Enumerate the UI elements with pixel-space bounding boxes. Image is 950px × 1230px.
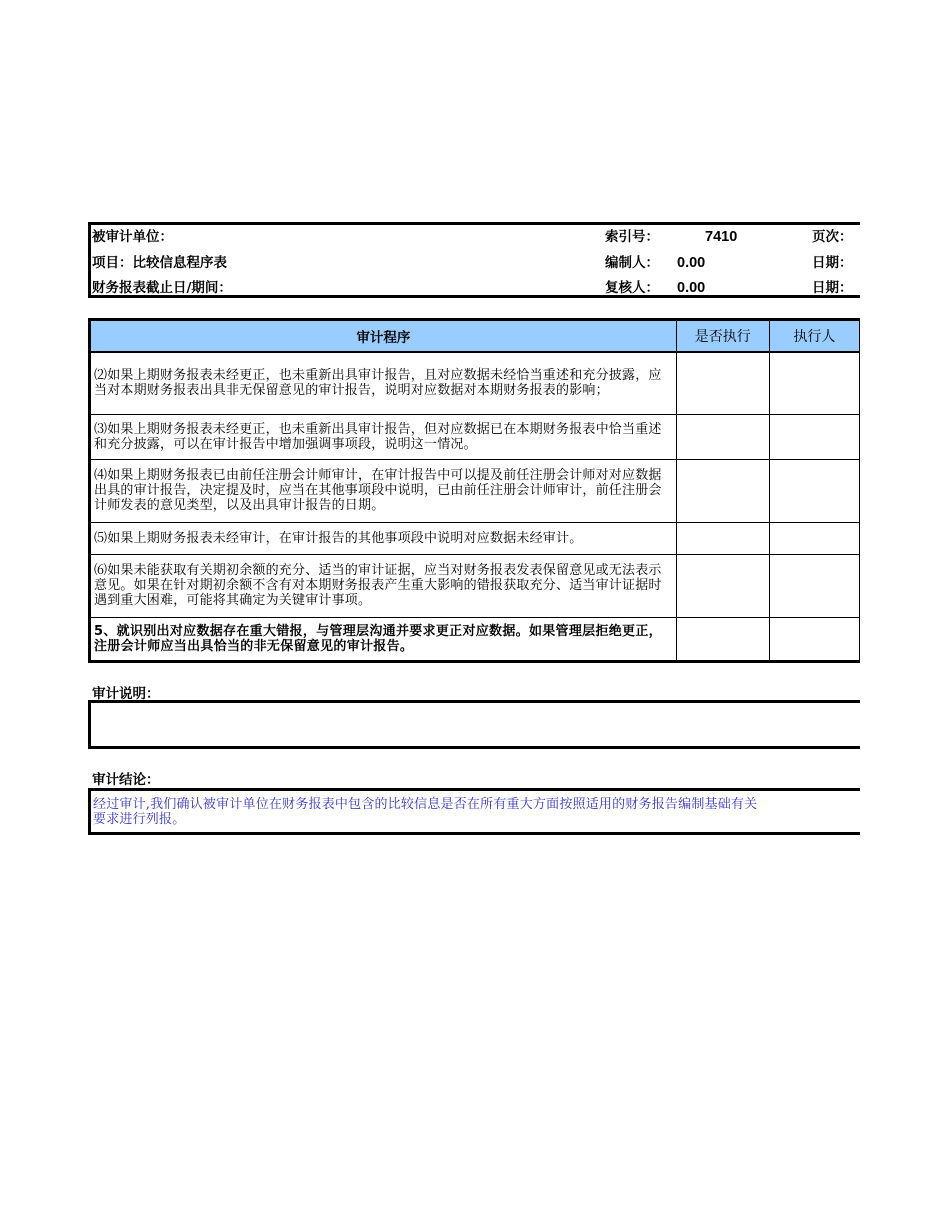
table-row: [90, 352, 860, 414]
executed-cell[interactable]: [676, 617, 769, 661]
column-header-procedure: 审计程序: [90, 320, 677, 353]
audit-notes-label: 审计说明：: [92, 686, 160, 702]
audit-notes-box[interactable]: [88, 700, 860, 749]
procedure-cell: ⑹如果未能获取有关期初余额的充分、适当的审计证据，应当对财务报表发表保留意见或无法表示意见。如果在针对期初余额不含有对本期财务报表产生重大影响的错报获取充分、适当审计证据时遇到重大困难，可能将其确定为关键审计事项。: [90, 554, 677, 617]
executor-cell[interactable]: [769, 617, 859, 661]
page-label: 页次：: [812, 229, 853, 245]
procedure-cell: ⑵如果上期财务报表未经更正，也未重新出具审计报告，且对应数据未经恰当重述和充分披露，应当对本期财务报表出具非无保留意见的审计报告，说明对应数据对本期财务报表的影响；: [90, 352, 677, 414]
executor-cell[interactable]: [769, 554, 859, 617]
index-value[interactable]: 7410: [705, 229, 738, 245]
project-label: 项目：比较信息程序表: [92, 255, 227, 271]
table-header-row: [90, 320, 860, 353]
index-label: 索引号：: [605, 229, 659, 245]
executed-cell[interactable]: [676, 352, 769, 414]
table-row: [90, 617, 860, 661]
table-row: [90, 522, 860, 554]
table-row: [90, 459, 860, 522]
audit-conclusion-text: [91, 791, 860, 827]
executed-cell[interactable]: [676, 459, 769, 522]
column-header-executed: 是否执行: [676, 320, 769, 353]
procedure-cell: ⑸如果上期财务报表未经审计，在审计报告的其他事项段中说明对应数据未经审计。: [90, 522, 677, 554]
executor-cell[interactable]: [769, 414, 859, 459]
table-row: [90, 414, 860, 459]
conclusion-line-1: 经过审计,我们确认被审计单位在财务报表中包含的比较信息是否在所有重大方面按照适用的财务报告编制基础有关: [93, 797, 758, 812]
procedure-cell: ⑶如果上期财务报表未经更正，也未重新出具审计报告，但对应数据已在本期财务报表中恰当重述和充分披露，可以在审计报告中增加强调事项段，说明这一情况。: [90, 414, 677, 459]
preparer-value[interactable]: 0.00: [677, 255, 706, 271]
executor-cell[interactable]: [769, 352, 859, 414]
procedure-cell: ⑷如果上期财务报表已由前任注册会计师审计，在审计报告中可以提及前任注册会计师对对应数据出具的审计报告，决定提及时，应当在其他事项段中说明，已由前任注册会计师审计，前任注册会计师发表的意见类型，以及出具审计报告的日期。: [90, 459, 677, 522]
period-label: 财务报表截止日/期间：: [92, 280, 232, 296]
procedure-cell: 5、就识别出对应数据存在重大错报，与管理层沟通并要求更正对应数据。如果管理层拒绝更正，注册会计师应当出具恰当的非无保留意见的审计报告。: [90, 617, 677, 661]
date-label-1: 日期：: [812, 255, 853, 271]
executor-cell[interactable]: [769, 522, 859, 554]
conclusion-line-2: 要求进行列报。: [93, 812, 186, 827]
reviewer-value[interactable]: 0.00: [677, 280, 706, 296]
reviewer-label: 复核人：: [605, 280, 659, 296]
preparer-label: 编制人：: [605, 255, 659, 271]
executed-cell[interactable]: [676, 554, 769, 617]
executed-cell[interactable]: [676, 414, 769, 459]
executor-cell[interactable]: [769, 459, 859, 522]
table-row: [90, 554, 860, 617]
auditee-label: 被审计单位：: [92, 229, 173, 245]
executed-cell[interactable]: [676, 522, 769, 554]
audit-conclusion-label: 审计结论：: [92, 772, 160, 788]
column-header-executor: 执行人: [769, 320, 859, 353]
audit-conclusion-box[interactable]: [88, 788, 860, 835]
procedure-table: [88, 318, 860, 663]
date-label-2: 日期：: [812, 280, 853, 296]
